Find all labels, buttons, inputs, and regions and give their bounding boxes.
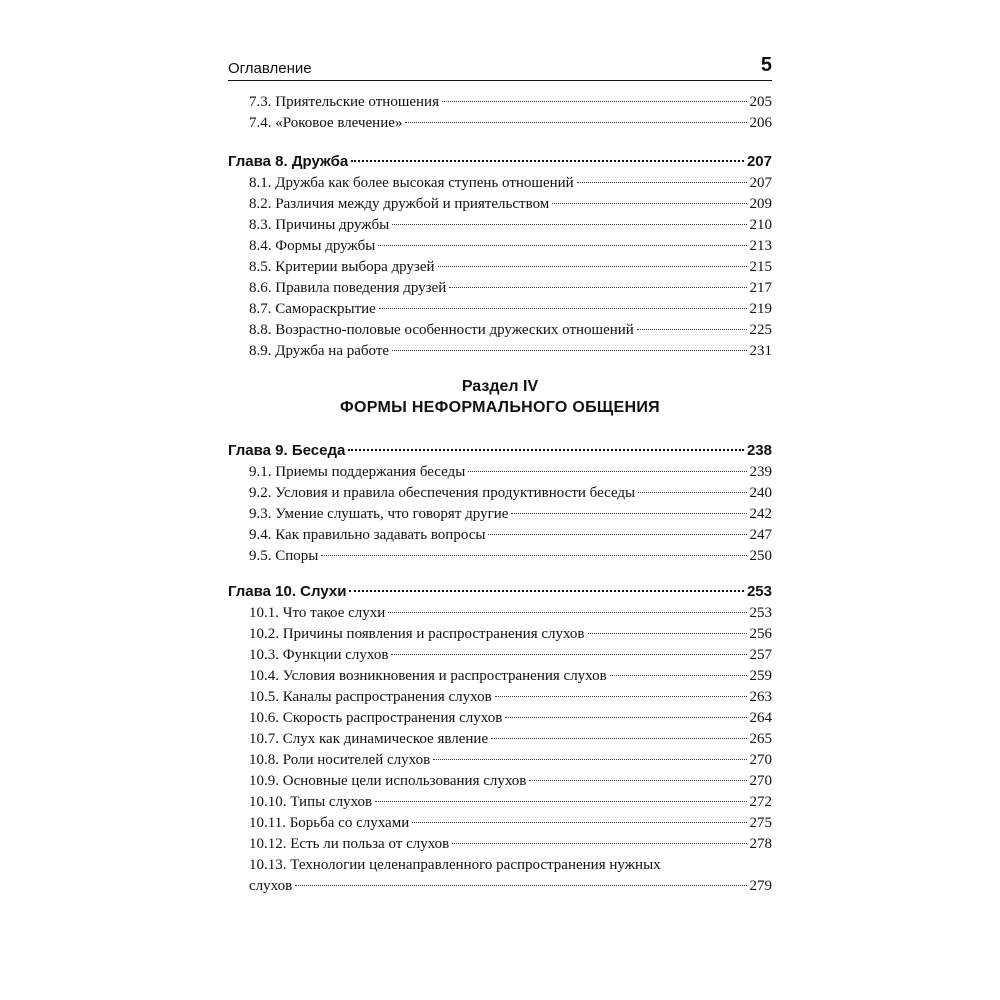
toc-entry-page: 225 [749, 322, 772, 338]
toc-entry[interactable] [228, 687, 772, 708]
section-heading [228, 377, 772, 419]
dot-leader [638, 492, 746, 493]
toc-entry-page: 219 [749, 301, 772, 317]
toc-entry-label: 10.2. Причины появления и распространения слухов [249, 626, 585, 642]
toc-entry[interactable] [228, 483, 772, 504]
toc-entry-page: 247 [749, 527, 772, 543]
toc-entry-page: 256 [749, 626, 772, 642]
dot-leader [351, 160, 744, 162]
toc-entry-label: 8.8. Возрастно-половые особенности дружеских отношений [249, 322, 634, 338]
dot-leader [391, 654, 746, 655]
dot-leader [588, 633, 747, 634]
toc-entry-label: 9.3. Умение слушать, что говорят другие [249, 506, 509, 522]
toc-entry[interactable] [228, 603, 772, 624]
toc-entry-page: 206 [749, 115, 772, 131]
toc-entry-label: 9.5. Споры [249, 548, 319, 564]
toc-entry-label: 9.2. Условия и правила обеспечения продуктивности беседы [249, 485, 636, 501]
toc-entry[interactable] [228, 834, 772, 855]
dot-leader [529, 780, 746, 781]
toc-entry-label: 10.9. Основные цели использования слухов [249, 773, 527, 789]
toc-entry[interactable] [228, 708, 772, 729]
dot-leader [452, 843, 746, 844]
toc-entry-label: 10.5. Каналы распространения слухов [249, 689, 492, 705]
toc-entry-wrapped[interactable] [228, 855, 772, 897]
toc-entry-label: 10.4. Условия возникновения и распространения слухов [249, 668, 607, 684]
section-label: Раздел IV [461, 378, 539, 395]
page-number: 5 [760, 54, 772, 76]
toc-entry-page: 209 [749, 196, 772, 212]
dot-leader [552, 203, 746, 204]
toc-entry-page: 270 [749, 773, 772, 789]
toc-entry[interactable] [228, 299, 772, 320]
chapter-page: 238 [746, 442, 772, 459]
toc-entry[interactable] [228, 546, 772, 567]
chapter-title: Глава 9. Беседа [228, 442, 346, 459]
toc-block-chapter10 [228, 581, 772, 897]
toc-entry[interactable] [228, 666, 772, 687]
toc-entry-label: 8.9. Дружба на работе [249, 343, 390, 359]
toc-entry[interactable] [228, 257, 772, 278]
toc-entry[interactable] [228, 645, 772, 666]
toc-entry-page: 265 [749, 731, 772, 747]
toc-entry-label: 10.1. Что такое слухи [249, 605, 386, 621]
dot-leader [405, 122, 746, 123]
dot-leader [511, 513, 746, 514]
toc-entry-label: 8.5. Критерии выбора друзей [249, 259, 435, 275]
toc-entry-page: 279 [749, 878, 772, 894]
toc-entry-page: 215 [749, 259, 772, 275]
dot-leader [610, 675, 747, 676]
dot-leader [392, 224, 746, 225]
toc-entry-label: 10.6. Скорость распространения слухов [249, 710, 503, 726]
toc-entry[interactable] [228, 624, 772, 645]
toc-entry[interactable] [228, 813, 772, 834]
toc-entry-page: 231 [749, 343, 772, 359]
toc-entry-label: 10.8. Роли носителей слухов [249, 752, 431, 768]
dot-leader [495, 696, 747, 697]
toc-block-chapter9 [228, 440, 772, 567]
toc-entry-label: 8.3. Причины дружбы [249, 217, 390, 233]
toc-entry-label: 8.6. Правила поведения друзей [249, 280, 447, 296]
toc-entry-page: 253 [749, 605, 772, 621]
toc-block-chapter7-tail [228, 92, 772, 134]
toc-entry-page: 259 [749, 668, 772, 684]
toc-chapter-entry[interactable] [228, 440, 772, 462]
dot-leader [488, 534, 746, 535]
dot-leader [505, 717, 746, 718]
toc-entry-label: 8.2. Различия между дружбой и приятельством [249, 196, 550, 212]
toc-entry-page: 264 [749, 710, 772, 726]
chapter-page: 253 [746, 583, 772, 600]
toc-entry-label: 8.1. Дружба как более высокая ступень отношений [249, 175, 574, 191]
toc-entry-page: 242 [749, 506, 772, 522]
toc-chapter-entry[interactable] [228, 581, 772, 603]
chapter-page: 207 [746, 153, 772, 170]
toc-entry[interactable] [228, 462, 772, 483]
toc-entry-page: 217 [749, 280, 772, 296]
running-header-title: Оглавление [228, 60, 312, 77]
toc-entry[interactable] [228, 729, 772, 750]
toc-entry-label: 8.4. Формы дружбы [249, 238, 376, 254]
toc-entry-label: 7.3. Приятельские отношения [249, 94, 439, 110]
dot-leader [378, 245, 746, 246]
toc-entry[interactable] [228, 215, 772, 236]
dot-leader [438, 266, 747, 267]
toc-entry[interactable] [228, 173, 772, 194]
toc-entry[interactable] [228, 236, 772, 257]
toc-entry-page: 270 [749, 752, 772, 768]
toc-entry-label: 10.10. Типы слухов [249, 794, 373, 810]
toc-entry[interactable] [228, 113, 772, 134]
toc-entry[interactable] [228, 525, 772, 546]
toc-entry-label-line1: 10.13. Технологии целенаправленного распространения нужных [249, 857, 661, 873]
toc-entry[interactable] [228, 194, 772, 215]
dot-leader [349, 590, 744, 592]
toc-entry-label: 9.4. Как правильно задавать вопросы [249, 527, 486, 543]
toc-entry-page: 275 [749, 815, 772, 831]
dot-leader [379, 308, 747, 309]
dot-leader [577, 182, 747, 183]
dot-leader [392, 350, 746, 351]
toc-entry-page: 210 [749, 217, 772, 233]
toc-entry-label: 10.3. Функции слухов [249, 647, 389, 663]
toc-entry[interactable] [228, 278, 772, 299]
dot-leader [412, 822, 746, 823]
toc-entry-page: 272 [749, 794, 772, 810]
dot-leader [321, 555, 746, 556]
dot-leader [348, 449, 744, 451]
dot-leader [375, 801, 746, 802]
dot-leader [295, 885, 746, 886]
toc-entry[interactable] [228, 92, 772, 113]
toc-entry-line2 [249, 876, 772, 897]
dot-leader [433, 759, 746, 760]
dot-leader [491, 738, 746, 739]
toc-entry-label-line2: слухов [249, 878, 293, 894]
toc-entry-page: 263 [749, 689, 772, 705]
toc-entry[interactable] [228, 320, 772, 341]
toc-entry[interactable] [228, 792, 772, 813]
dot-leader [442, 101, 747, 102]
toc-entry-page: 239 [749, 464, 772, 480]
toc-entry-page: 278 [749, 836, 772, 852]
toc-entry-label: 10.12. Есть ли польза от слухов [249, 836, 450, 852]
toc-entry-page: 257 [749, 647, 772, 663]
toc-entry-page: 240 [749, 485, 772, 501]
toc-entry-label: 9.1. Приемы поддержания беседы [249, 464, 466, 480]
dot-leader [637, 329, 747, 330]
dot-leader [388, 612, 746, 613]
toc-entry[interactable] [228, 341, 772, 362]
toc-entry-label: 10.7. Слух как динамическое явление [249, 731, 489, 747]
toc-entry-page: 207 [749, 175, 772, 191]
header-rule [228, 80, 772, 81]
chapter-title: Глава 8. Дружба [228, 153, 349, 170]
section-title: ФОРМЫ НЕФОРМАЛЬНОГО ОБЩЕНИЯ [340, 399, 660, 416]
toc-entry[interactable] [228, 771, 772, 792]
toc-entry[interactable] [228, 504, 772, 525]
toc-entry-label: 7.4. «Роковое влечение» [249, 115, 403, 131]
toc-entry-label: 8.7. Самораскрытие [249, 301, 376, 317]
toc-chapter-entry[interactable] [228, 151, 772, 173]
toc-entry-label: 10.11. Борьба со слухами [249, 815, 410, 831]
dot-leader [449, 287, 746, 288]
toc-entry-page: 250 [749, 548, 772, 564]
dot-leader [468, 471, 746, 472]
chapter-title: Глава 10. Слухи [228, 583, 347, 600]
toc-block-chapter8 [228, 151, 772, 362]
toc-entry-page: 205 [749, 94, 772, 110]
toc-entry-page: 213 [749, 238, 772, 254]
running-header [228, 56, 772, 80]
toc-entry[interactable] [228, 750, 772, 771]
